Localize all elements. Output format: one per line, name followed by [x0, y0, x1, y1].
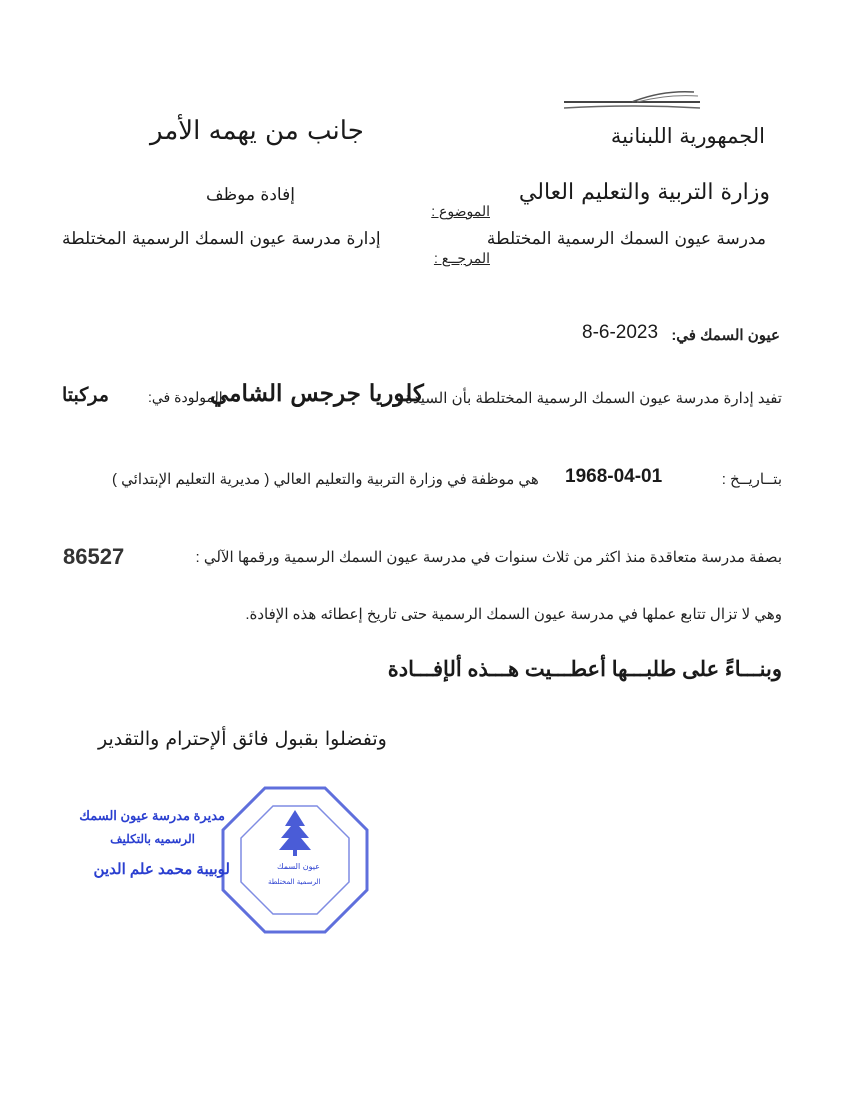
stamp-signatory: لوبيبة محمد علم الدين: [93, 861, 230, 878]
contract-line: بصفة مدرسة متعاقدة منذ اكثر من ثلاث سنوات في مدرسة عيون السمك الرسمية ورقمها الآلي :: [195, 549, 782, 566]
born-place: مركبتا: [62, 384, 109, 406]
date-value: 8-6-2023: [582, 322, 659, 343]
republic-heading: الجمهورية اللبنانية: [610, 124, 765, 148]
intro-line: تفيد إدارة مدرسة عيون السمك الرسمية المختلطة بأن السيدة :: [396, 390, 782, 407]
school-seal-icon: [215, 780, 375, 940]
ministry-heading: وزارة التربية والتعليم العالي: [518, 180, 770, 205]
born-label: المولودة في:: [148, 389, 223, 405]
cedar-tree-icon: [279, 810, 311, 856]
school-heading: مدرسة عيون السمك الرسمية المختلطة: [486, 229, 766, 249]
request-line: وبنـــاءً على طلبـــها أعطـــيت هـــذه ألإفـــادة: [387, 658, 782, 681]
closing-line: وتفضلوا بقبول فائق ألإحترام والتقدير: [98, 728, 387, 750]
stamp-subtitle: الرسميه بالتكليف: [110, 832, 195, 846]
official-stamp: [40, 780, 380, 950]
seal-center-text: عيون السمك: [277, 862, 320, 871]
subject-label: الموضوع :: [431, 203, 490, 219]
issuer-line: إدارة مدرسة عيون السمك الرسمية المختلطة: [62, 229, 381, 249]
continuation-line: وهي لا تزال تتابع عملها في مدرسة عيون السمك الرسمية حتى تاريخ إعطائه هذه الإفادة.: [245, 606, 782, 623]
birth-date: 1968-04-01: [565, 466, 663, 487]
book-logo-icon: [562, 88, 702, 114]
to-whom-it-may-concern: جانب من يهمه الأمر: [150, 116, 364, 146]
employee-number: 86527: [63, 544, 125, 569]
employment-line: هي موظفة في وزارة التربية والتعليم العالي ( مديرية التعليم الإبتدائي ): [112, 471, 539, 488]
employee-name: كلوريا جرجس الشامي: [210, 380, 424, 407]
reference-label: المرجــع :: [433, 250, 490, 266]
seal-sub-text: الرسمية المختلطة: [268, 878, 321, 886]
certificate-title: إفادة موظف: [206, 185, 295, 205]
birth-date-label: بتــاريــخ :: [721, 471, 782, 488]
date-label: عيون السمك في:: [671, 327, 780, 344]
stamp-title: مديرة مدرسة عيون السمك: [79, 808, 225, 823]
